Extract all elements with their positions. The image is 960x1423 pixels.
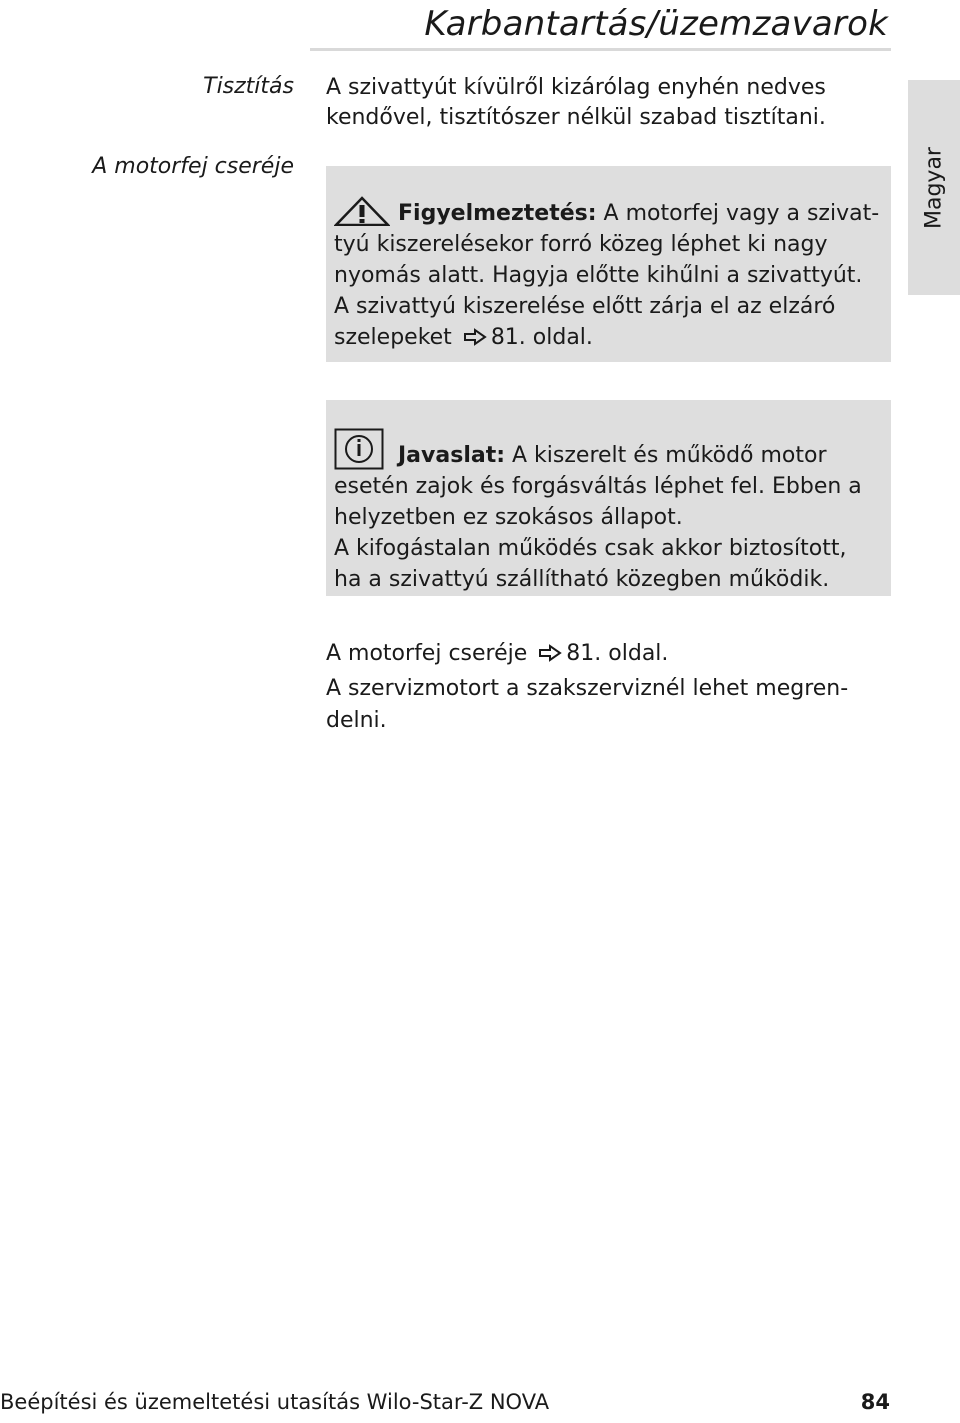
footer-page-number: 84: [860, 1390, 890, 1414]
warning-last-line-text: szelepeket: [334, 325, 452, 350]
warning-first-line: [334, 196, 881, 229]
reference-arrow-icon: [538, 644, 562, 662]
page-header-title: Karbantartás/üzemzavarok: [424, 4, 888, 44]
motor-reference-text: A motorfej cseréje: [326, 641, 528, 666]
header-divider: [310, 48, 891, 51]
reference-arrow-icon: [463, 328, 487, 346]
warning-line: nyomás alatt. Hagyja előtte kihűlni a szivattyút.: [334, 263, 863, 288]
warning-line: tyú kiszerelésekor forró közeg léphet ki nagy: [334, 232, 828, 257]
warning-lead: Figyelmeztetés:: [398, 201, 597, 226]
tip-line: helyzetben ez szokásos állapot.: [334, 505, 683, 530]
cleaning-line: kendővel, tisztítószer nélkül szabad tisztítani.: [326, 105, 826, 130]
motor-replacement-paragraph: [326, 636, 886, 736]
warning-first-line-text: A motorfej vagy a szivat-: [603, 201, 880, 226]
tip-line: esetén zajok és forgásváltás léphet fel. Ebben a: [334, 474, 862, 499]
tip-line: ha a szivattyú szállítható közegben működik.: [334, 567, 830, 592]
footer-document-title: Beépítési és üzemeltetési utasítás Wilo-Star-Z NOVA: [0, 1390, 550, 1414]
motor-page-reference: 81. oldal.: [566, 641, 669, 666]
tip-line: A kifogástalan működés csak akkor biztosított,: [334, 536, 847, 561]
warning-page-reference: 81. oldal.: [490, 325, 593, 350]
tip-lead: Javaslat:: [398, 443, 506, 468]
tip-box: [326, 400, 891, 596]
motor-text-line: delni.: [326, 708, 387, 733]
warning-last-line: [334, 322, 881, 353]
warning-triangle-icon: [334, 196, 390, 226]
section-label-motor-replacement: A motorfej cseréje: [92, 154, 294, 179]
warning-line: A szivattyú kiszerelése előtt zárja el az elzáró: [334, 294, 836, 319]
language-tab: [908, 80, 960, 295]
section-label-cleaning: Tisztítás: [203, 74, 294, 99]
tip-first-line-text: A kiszerelt és működő motor: [512, 443, 827, 468]
cleaning-line: A szivattyút kívülről kizárólag enyhén nedves: [326, 75, 826, 100]
info-icon: [334, 428, 384, 470]
tip-first-line: [334, 428, 881, 471]
language-tab-label: Magyar: [921, 147, 947, 229]
warning-box: [326, 166, 891, 362]
motor-text-line: A szervizmotort a szakszerviznél lehet megren-: [326, 676, 849, 701]
cleaning-paragraph: [326, 73, 886, 133]
motor-reference-line: [326, 636, 886, 671]
